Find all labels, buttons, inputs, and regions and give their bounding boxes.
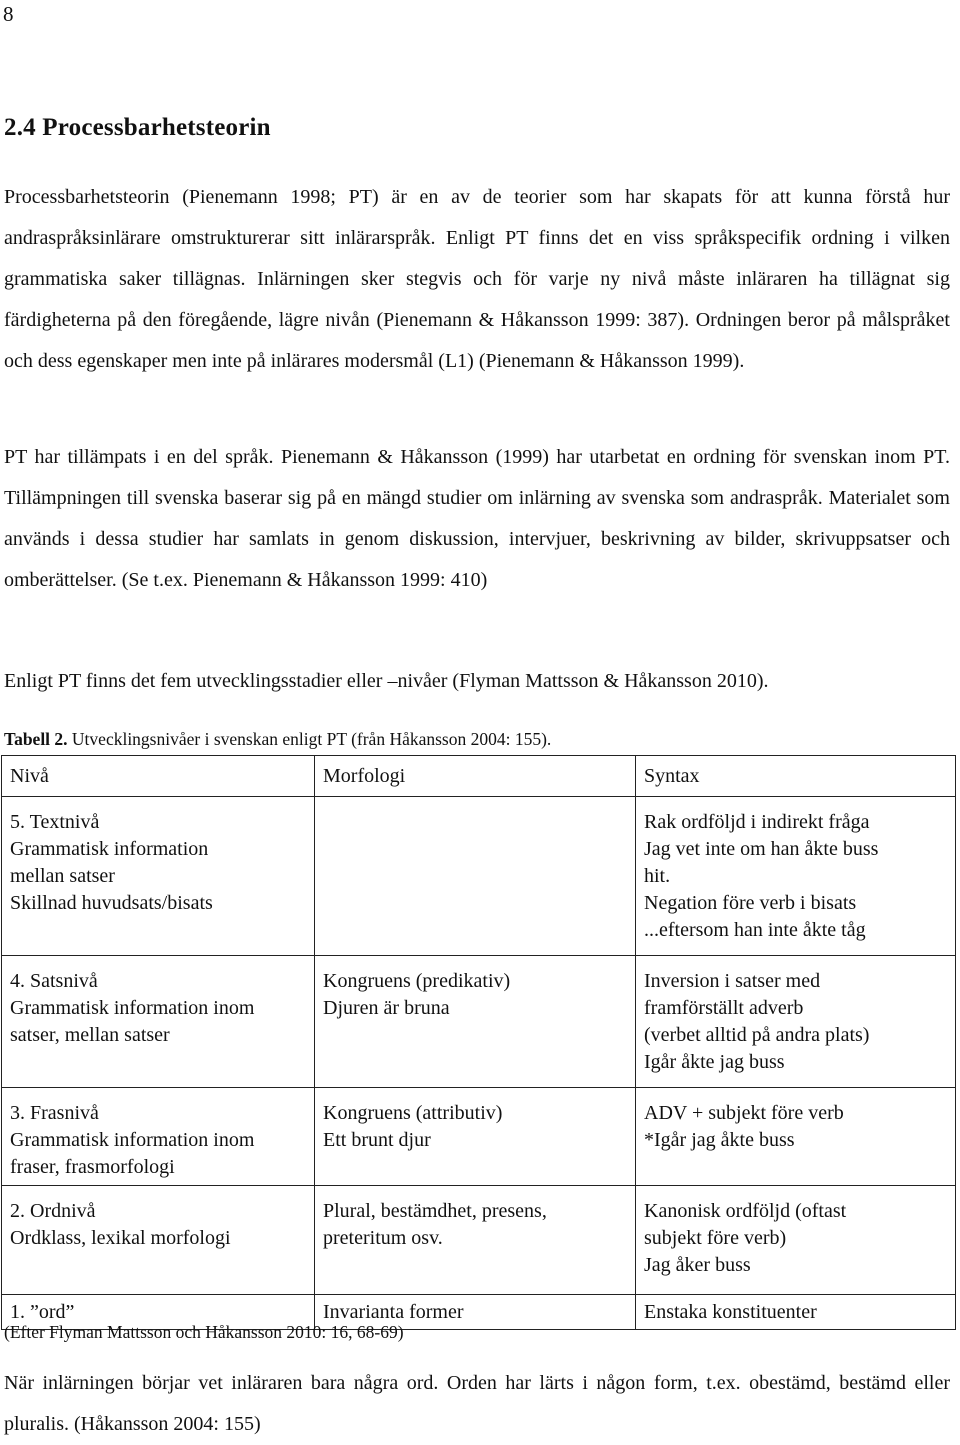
header-morphology: Morfologi: [315, 756, 636, 797]
table-row: [2, 797, 956, 956]
paragraph-first-level: När inlärningen börjar vet inläraren bara några ord. Orden har lärts i någon form, t.ex. obestämd, bestämd eller pluralis. (Håkansson 2004: 155): [4, 1372, 950, 1435]
level-cell: 3. Frasnivå Grammatisk information inom fraser, frasmorfologi: [2, 1088, 315, 1186]
paragraph-intro: Processbarhetsteorin (Pienemann 1998; PT) är en av de teorier som har skapats för att kunna förstå hur andraspråksinlärare omstrukturerar sitt inlärarspråk. Enligt PT finns det en viss språkspecifik ordning i vilken grammatiska saker tillägnas. Inlärningen sker stegvis och för varje ny nivå måste inläraren ha tillägnat sig färdigheterna på den föregående, lägre nivån (Pienemann & Håkansson 1999: 387). Ordningen beror på målspråket och dess egenskaper men inte på inlärares modersmål (L1) (Pienemann & Håkansson 1999).: [4, 186, 950, 372]
table-caption: [4, 729, 551, 750]
header-level: Nivå: [2, 756, 315, 797]
table-caption-text: Utvecklingsnivåer i svenskan enligt PT (från Håkansson 2004: 155).: [67, 729, 552, 749]
table-row: [2, 956, 956, 1088]
table-row: [2, 1088, 956, 1186]
morphology-cell: Plural, bestämdhet, presens, preteritum osv.: [315, 1186, 636, 1295]
level-cell: 5. Textnivå Grammatisk information mellan satser Skillnad huvudsats/bisats: [2, 797, 315, 956]
table-source-note: (Efter Flyman Mattsson och Håkansson 2010: 16, 68-69): [4, 1322, 404, 1342]
syntax-cell: Enstaka konstituenter: [636, 1295, 956, 1330]
paragraph-pt-swedish: PT har tillämpats i en del språk. Pienemann & Håkansson (1999) har utarbetat en ordning för svenskan inom PT. Tillämpningen till svenska baserar sig på en mängd studier om inlärning av svenska som andraspråk. Materialet som används i dessa studier har samlats in genom diskussion, intervjuer, beskrivning av bilder, skrivuppsatser och omberättelser. (Se t.ex. Pienemann & Håkansson 1999: 410): [4, 446, 950, 591]
table-caption-label: Tabell 2.: [4, 729, 68, 749]
morphology-cell: Invarianta former: [315, 1295, 636, 1330]
level-cell: 4. Satsnivå Grammatisk information inom satser, mellan satser: [2, 956, 315, 1088]
paragraph-five-levels: Enligt PT finns det fem utvecklingsstadier eller –nivåer (Flyman Mattsson & Håkansson 2010).: [4, 670, 769, 692]
table-header-row: [2, 756, 956, 797]
syntax-cell: Rak ordföljd i indirekt fråga Jag vet inte om han åkte buss hit. Negation före verb i bisats ...eftersom han inte åkte tåg: [636, 797, 956, 956]
section-heading: 2.4 Processbarhetsteorin: [4, 114, 271, 141]
syntax-cell: Kanonisk ordföljd (oftast subjekt före verb) Jag åker buss: [636, 1186, 956, 1295]
levels-table: [1, 755, 956, 1330]
table-row: [2, 1186, 956, 1295]
syntax-cell: Inversion i satser med framförställt adverb (verbet alltid på andra plats) Igår åkte jag buss: [636, 956, 956, 1088]
level-cell: 1. ”ord”: [2, 1295, 315, 1330]
level-cell: 2. Ordnivå Ordklass, lexikal morfologi: [2, 1186, 315, 1295]
syntax-cell: ADV + subjekt före verb *Igår jag åkte buss: [636, 1088, 956, 1186]
header-syntax: Syntax: [636, 756, 956, 797]
morphology-cell: Kongruens (predikativ) Djuren är bruna: [315, 956, 636, 1088]
morphology-cell: Kongruens (attributiv) Ett brunt djur: [315, 1088, 636, 1186]
page-number: 8: [3, 2, 14, 26]
morphology-cell: [315, 797, 636, 956]
